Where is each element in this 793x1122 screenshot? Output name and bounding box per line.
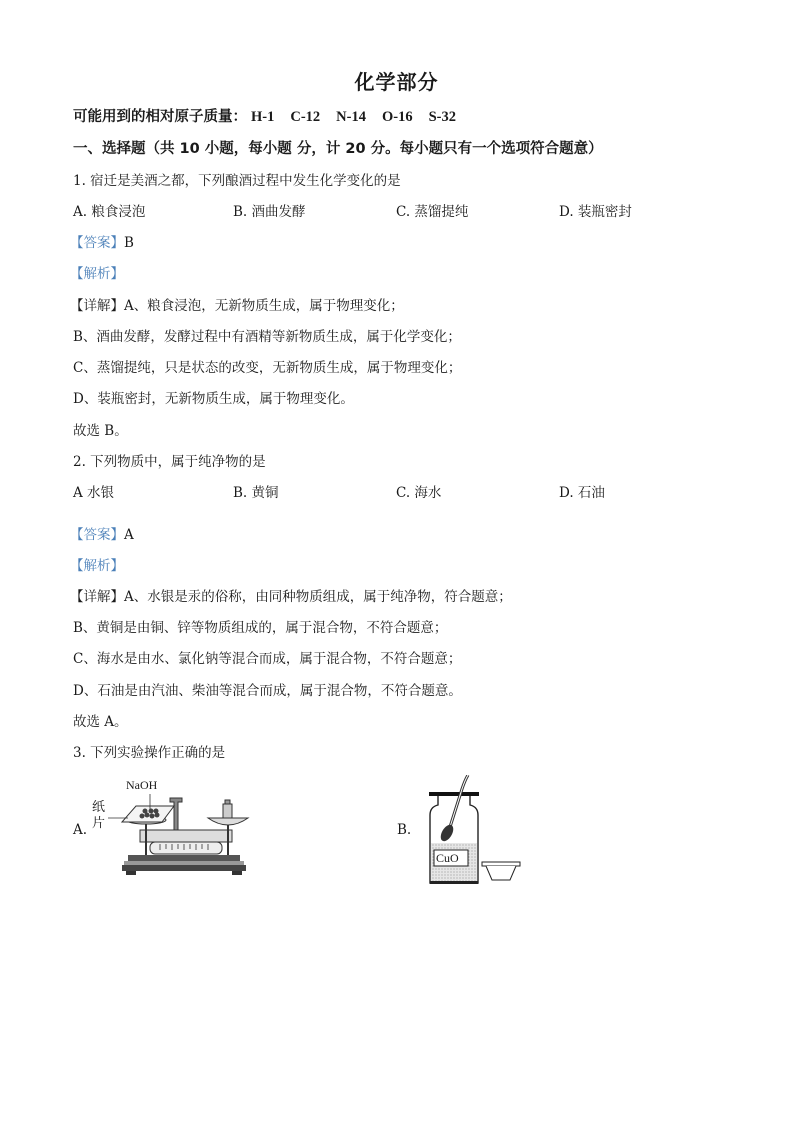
- question-2-stem: 2. 下列物质中，属于纯净物的是: [73, 454, 266, 470]
- q1-detail-line-3: C、蒸馏提纯，只是状态的改变，无新物质生成，属于物理变化；: [73, 360, 462, 376]
- q1-option-d: D. 装瓶密封: [559, 204, 632, 220]
- figure-b-label: B.: [397, 822, 412, 838]
- q2-detail-line-2: B、黄铜是由铜、锌等物质组成的，属于混合物，不符合题意；: [73, 620, 448, 636]
- q2-detail-line-3: C、海水是由水、氯化钠等混合而成，属于混合物，不符合题意；: [73, 651, 462, 667]
- q1-detail-line-2: B、酒曲发酵，发酵过程中有酒精等新物质生成，属于化学变化；: [73, 329, 461, 345]
- answer-value: B: [124, 235, 134, 251]
- answer-tag: 【答案】: [70, 527, 124, 543]
- atomic-mass-values: [251, 109, 472, 125]
- mass-n: N-14: [336, 109, 366, 125]
- question-1-stem: 1. 宿迁是美酒之都，下列酿酒过程中发生化学变化的是: [73, 173, 401, 189]
- naoh-caption: NaOH: [126, 778, 158, 792]
- figure-a-balance: [90, 780, 260, 885]
- balance-illustration: [90, 780, 260, 885]
- q1-analysis-tag: 【解析】: [70, 266, 124, 282]
- mass-s: S-32: [428, 109, 456, 125]
- detail-tag: 【详解】: [70, 589, 124, 605]
- section-heading: 一、选择题（共 10 小题，每小题 分，计 20 分。每小题只有一个选项符合题意）: [73, 141, 603, 157]
- paper-caption-char-1: 纸: [92, 800, 106, 815]
- paper-caption-char-2: 片: [92, 816, 106, 831]
- q2-answer: [70, 526, 134, 544]
- q2-option-b: B. 黄铜: [233, 485, 279, 501]
- mass-c: C-12: [290, 109, 321, 125]
- figure-b-bottle: [420, 775, 530, 890]
- figure-a-label: A.: [73, 822, 88, 838]
- page-title: 化学部分: [354, 70, 439, 94]
- q1-conclusion: 故选 B。: [73, 423, 128, 439]
- atomic-mass-line: [73, 108, 472, 126]
- answer-value: A: [124, 527, 134, 543]
- q2-option-c: C. 海水: [396, 485, 442, 501]
- detail-text: A、粮食浸泡，无新物质生成，属于物理变化；: [124, 298, 404, 314]
- atomic-mass-label: 可能用到的相对原子质量：: [73, 109, 247, 125]
- reagent-bottle-illustration: [420, 775, 530, 890]
- q1-option-c: C. 蒸馏提纯: [396, 204, 469, 220]
- q1-answer: [70, 234, 134, 252]
- mass-h: H-1: [251, 109, 275, 125]
- q2-analysis-tag: 【解析】: [70, 558, 124, 574]
- q2-option-a: A 水银: [73, 485, 115, 501]
- detail-tag: 【详解】: [70, 298, 124, 314]
- q2-detail-line-1: [70, 588, 512, 606]
- paper-caption: [92, 800, 105, 832]
- mass-o: O-16: [381, 109, 413, 125]
- q1-detail-line-4: D、装瓶密封，无新物质生成，属于物理变化。: [73, 391, 354, 407]
- q2-option-d: D. 石油: [559, 485, 605, 501]
- answer-tag: 【答案】: [70, 235, 124, 251]
- q1-option-a: A. 粮食浸泡: [73, 204, 146, 220]
- detail-text: A、水银是汞的俗称，由同种物质组成，属于纯净物，符合题意；: [124, 589, 512, 605]
- q2-conclusion: 故选 A。: [73, 714, 128, 730]
- q2-detail-line-4: D、石油是由汽油、柴油等混合而成，属于混合物，不符合题意。: [73, 683, 462, 699]
- question-3-stem: 3. 下列实验操作正确的是: [73, 745, 226, 761]
- q1-detail-line-1: [70, 297, 404, 315]
- q1-option-b: B. 酒曲发酵: [233, 204, 306, 220]
- cuo-label: CuO: [436, 851, 459, 865]
